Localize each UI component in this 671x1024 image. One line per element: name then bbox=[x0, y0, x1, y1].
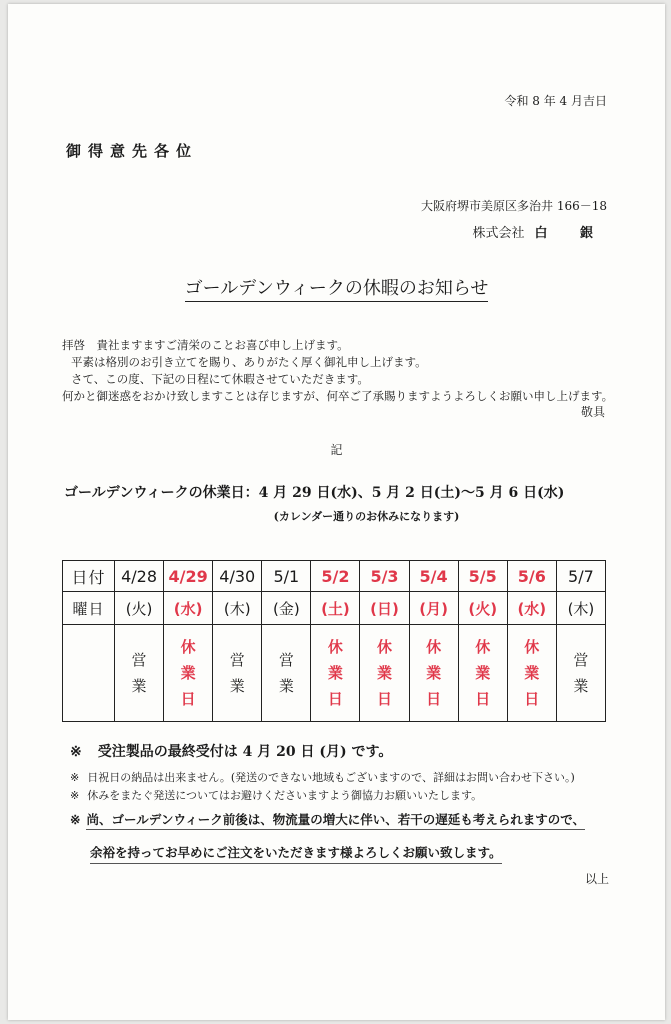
schedule-status-text: 休業日 bbox=[327, 638, 343, 708]
schedule-status-text: 営業 bbox=[229, 651, 245, 695]
schedule-day-cell: (月) bbox=[409, 592, 458, 625]
schedule-status-text: 休業日 bbox=[426, 638, 442, 708]
ki-heading: 記 bbox=[330, 443, 343, 457]
schedule-date-cell: 5/3 bbox=[360, 561, 409, 592]
schedule-date-cell: 4/28 bbox=[115, 561, 164, 592]
note-text: 日祝日の納品は出来ません。(発送のできない地域もございますので、詳細はお問い合わせ下さい。) bbox=[87, 771, 575, 784]
schedule-status-cell bbox=[556, 625, 605, 722]
schedule-date-cell: 5/6 bbox=[507, 561, 556, 592]
document-title: ゴールデンウィークの休暇のお知らせ bbox=[8, 274, 665, 300]
recipient: 御得意先各位 bbox=[66, 142, 199, 160]
note-text: 尚、ゴールデンウィーク前後は、物流量の増大に伴い、若干の遅延も考えられますので、 bbox=[86, 812, 585, 830]
note-mark: ※ bbox=[70, 812, 81, 827]
schedule-status-cell bbox=[507, 625, 556, 722]
schedule-date-cell: 5/5 bbox=[458, 561, 507, 592]
schedule-status-cell bbox=[164, 625, 213, 722]
body-line: さて、この度、下記の日程にて休暇させていただきます。 bbox=[71, 372, 369, 386]
schedule-day-cell: (金) bbox=[262, 592, 311, 625]
note-mark: ※ bbox=[70, 744, 82, 760]
schedule-status-cell bbox=[311, 625, 360, 722]
note-delay bbox=[70, 810, 585, 828]
schedule-status-text: 営業 bbox=[278, 651, 294, 695]
deadline-text: 受注製品の最終受付は 4 月 20 日 (月) です。 bbox=[97, 744, 393, 760]
status-header-blank bbox=[63, 625, 115, 722]
body-line: 平素は格別のお引き立てを賜り、ありがたく厚く御礼申し上げます。 bbox=[71, 355, 427, 369]
schedule-day-cell: (水) bbox=[164, 592, 213, 625]
note-text: 休みをまたぐ発送についてはお避けくださいますよう御協力お願いいたします。 bbox=[87, 789, 483, 802]
note-early-order: 余裕を持ってお早めにご注文をいただきます様よろしくお願い致します。 bbox=[90, 843, 502, 864]
end-mark: 以上 bbox=[584, 872, 609, 886]
company-prefix: 株式会社 bbox=[472, 226, 525, 241]
day-row bbox=[63, 592, 606, 625]
greeting-body bbox=[62, 337, 613, 405]
sender-address: 大阪府堺市美原区多治井 166－18 bbox=[421, 199, 607, 213]
closing: 敬具 bbox=[580, 405, 605, 419]
schedule-date-cell: 5/1 bbox=[262, 561, 311, 592]
date-row bbox=[63, 561, 606, 592]
schedule-status-text: 休業日 bbox=[377, 638, 393, 708]
schedule-status-cell bbox=[360, 625, 409, 722]
note-mark: ※ bbox=[70, 789, 80, 802]
schedule-status-cell bbox=[262, 625, 311, 722]
schedule-status-text: 休業日 bbox=[475, 638, 491, 708]
schedule-day-cell: (木) bbox=[213, 592, 262, 625]
schedule-status-cell bbox=[213, 625, 262, 722]
schedule-status-text: 休業日 bbox=[524, 638, 540, 708]
day-header: 曜日 bbox=[63, 592, 115, 625]
issue-date: 令和 8 年 4 月吉日 bbox=[504, 94, 607, 108]
sender-company bbox=[472, 222, 607, 241]
schedule-date-cell: 4/29 bbox=[164, 561, 213, 592]
body-line: 何かと御迷惑をおかけ致しますことは存じますが、何卒ご了承賜りますようよろしくお願い申し上げます。 bbox=[62, 389, 614, 403]
body-line: 拝啓 貴社ますますご清栄のことお喜び申し上げます。 bbox=[62, 338, 349, 352]
status-row bbox=[63, 625, 606, 722]
company-name: 白 銀 bbox=[534, 226, 607, 241]
holiday-summary: ゴールデンウィークの休業日：4 月 29 日(水)、5 月 2 日(土)～5 月 6 日(水) bbox=[64, 485, 565, 501]
schedule-status-cell bbox=[458, 625, 507, 722]
schedule-table bbox=[62, 560, 606, 722]
schedule-date-cell: 4/30 bbox=[213, 561, 262, 592]
date-header: 日付 bbox=[63, 561, 115, 592]
schedule-day-cell: (土) bbox=[311, 592, 360, 625]
note-delivery bbox=[70, 769, 575, 785]
note-shipping bbox=[70, 787, 482, 803]
schedule-day-cell: (火) bbox=[115, 592, 164, 625]
schedule-day-cell: (火) bbox=[458, 592, 507, 625]
schedule-day-cell: (水) bbox=[507, 592, 556, 625]
schedule-status-text: 休業日 bbox=[180, 638, 196, 708]
schedule-date-cell: 5/7 bbox=[556, 561, 605, 592]
calendar-note: (カレンダー通りのお休みになります) bbox=[273, 510, 460, 523]
schedule-status-cell bbox=[409, 625, 458, 722]
schedule-status-text: 営業 bbox=[131, 651, 147, 695]
schedule-status-text: 営業 bbox=[573, 651, 589, 695]
note-mark: ※ bbox=[70, 771, 80, 784]
order-deadline bbox=[70, 741, 392, 761]
schedule-date-cell: 5/4 bbox=[409, 561, 458, 592]
schedule-date-cell: 5/2 bbox=[311, 561, 360, 592]
schedule-day-cell: (日) bbox=[360, 592, 409, 625]
schedule-status-cell bbox=[115, 625, 164, 722]
notice-document bbox=[8, 4, 665, 1020]
schedule-day-cell: (木) bbox=[556, 592, 605, 625]
